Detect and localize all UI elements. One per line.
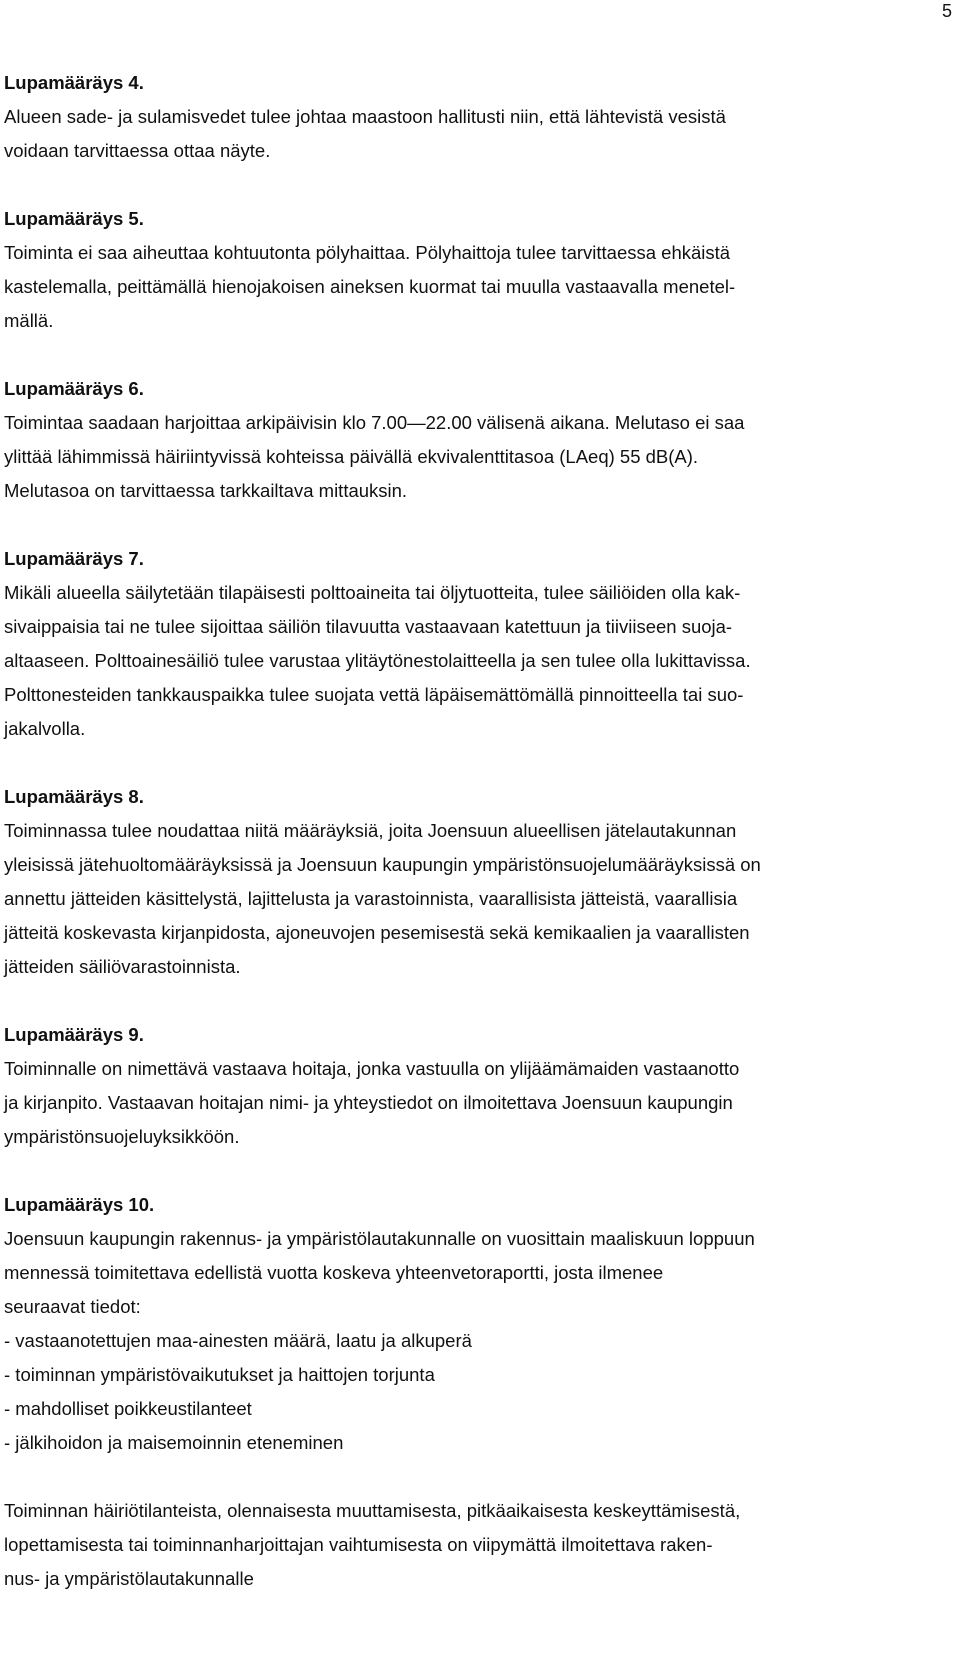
paragraph-line: altaaseen. Polttoainesäiliö tulee varustaa ylitäytönestolaitteella ja sen tulee olla lukittavissa. xyxy=(4,650,751,671)
paragraph-line: mällä. xyxy=(4,310,54,331)
paragraph-line: sivaippaisia tai ne tulee sijoittaa säiliön tilavuutta vastaavaan katettuun ja tiiviiseen suoja- xyxy=(4,616,733,637)
document-body xyxy=(4,66,924,1596)
section-heading: Lupamääräys 4. xyxy=(4,72,144,93)
section-heading: Lupamääräys 5. xyxy=(4,208,144,229)
paragraph-line: Toiminnan häiriötilanteista, olennaisesta muuttamisesta, pitkäaikaisesta keskeyttämisestä, xyxy=(4,1500,741,1521)
paragraph-line: ja kirjanpito. Vastaavan hoitajan nimi- ja yhteystiedot on ilmoitettava Joensuun kaupungin xyxy=(4,1092,733,1113)
paragraph-line: yleisissä jätehuoltomääräyksissä ja Joensuun kaupungin ympäristönsuojelumääräyksissä on xyxy=(4,854,761,875)
section-heading: Lupamääräys 10. xyxy=(4,1194,155,1215)
section-heading: Lupamääräys 7. xyxy=(4,548,144,569)
page-number: 5 xyxy=(941,1,952,21)
paragraph-line: Polttonesteiden tankkauspaikka tulee suojata vettä läpäisemättömällä pinnoitteella tai suo- xyxy=(4,684,744,705)
paragraph-line: nus- ja ympäristölautakunnalle xyxy=(4,1568,254,1589)
paragraph-line: Toiminnalle on nimettävä vastaava hoitaja, jonka vastuulla on ylijäämämaiden vastaanotto xyxy=(4,1058,740,1079)
list-item: - toiminnan ympäristövaikutukset ja haittojen torjunta xyxy=(4,1364,435,1385)
list-item: - vastaanotettujen maa-ainesten määrä, laatu ja alkuperä xyxy=(4,1330,472,1351)
paragraph-line: Alueen sade- ja sulamisvedet tulee johtaa maastoon hallitusti niin, että lähtevistä vesistä xyxy=(4,106,726,127)
paragraph-line: kastelemalla, peittämällä hienojakoisen aineksen kuormat tai muulla vastaavalla menetel- xyxy=(4,276,736,297)
section-closing-paragraph xyxy=(4,1494,924,1596)
paragraph-line: jätteitä koskevasta kirjanpidosta, ajoneuvojen pesemisestä sekä kemikaalien ja vaarallisten xyxy=(4,922,750,943)
paragraph-line: annettu jätteiden käsittelystä, lajittelusta ja varastoinnista, vaarallisista jätteistä, vaarallisia xyxy=(4,888,738,909)
paragraph-line: ylittää lähimmissä häiriintyvissä kohteissa päivällä ekvivalenttitasoa (LAeq) 55 dB(A). xyxy=(4,446,699,467)
paragraph-line: jätteiden säiliövarastoinnista. xyxy=(4,956,241,977)
list-item: - mahdolliset poikkeustilanteet xyxy=(4,1398,252,1419)
paragraph-line: jakalvolla. xyxy=(4,718,86,739)
paragraph-line: Mikäli alueella säilytetään tilapäisesti polttoaineita tai öljytuotteita, tulee säiliöiden olla kak- xyxy=(4,582,741,603)
section-lupamaarays-6 xyxy=(4,372,924,508)
paragraph-line: lopettamisesta tai toiminnanharjoittajan vaihtumisesta on viipymättä ilmoitettava raken- xyxy=(4,1534,713,1555)
section-lupamaarays-9 xyxy=(4,1018,924,1154)
section-lupamaarays-10 xyxy=(4,1188,924,1460)
section-lupamaarays-4 xyxy=(4,66,924,168)
section-lupamaarays-7 xyxy=(4,542,924,746)
paragraph-line: seuraavat tiedot: xyxy=(4,1296,141,1317)
section-lupamaarays-5 xyxy=(4,202,924,338)
paragraph-line: Toimintaa saadaan harjoittaa arkipäivisin klo 7.00—22.00 välisenä aikana. Melutaso ei saa xyxy=(4,412,745,433)
list-item: - jälkihoidon ja maisemoinnin eteneminen xyxy=(4,1432,344,1453)
section-heading: Lupamääräys 6. xyxy=(4,378,144,399)
paragraph-line: Joensuun kaupungin rakennus- ja ympäristölautakunnalle on vuosittain maaliskuun loppuun xyxy=(4,1228,755,1249)
section-heading: Lupamääräys 8. xyxy=(4,786,144,807)
paragraph-line: Toiminta ei saa aiheuttaa kohtuutonta pölyhaittaa. Pölyhaittoja tulee tarvittaessa ehkäistä xyxy=(4,242,731,263)
section-heading: Lupamääräys 9. xyxy=(4,1024,144,1045)
paragraph-line: Melutasoa on tarvittaessa tarkkailtava mittauksin. xyxy=(4,480,408,501)
section-lupamaarays-8 xyxy=(4,780,924,984)
paragraph-line: Toiminnassa tulee noudattaa niitä määräyksiä, joita Joensuun alueellisen jätelautakunnan xyxy=(4,820,737,841)
paragraph-line: mennessä toimitettava edellistä vuotta koskeva yhteenvetoraportti, josta ilmenee xyxy=(4,1262,664,1283)
paragraph-line: ympäristönsuojeluyksikköön. xyxy=(4,1126,240,1147)
paragraph-line: voidaan tarvittaessa ottaa näyte. xyxy=(4,140,271,161)
